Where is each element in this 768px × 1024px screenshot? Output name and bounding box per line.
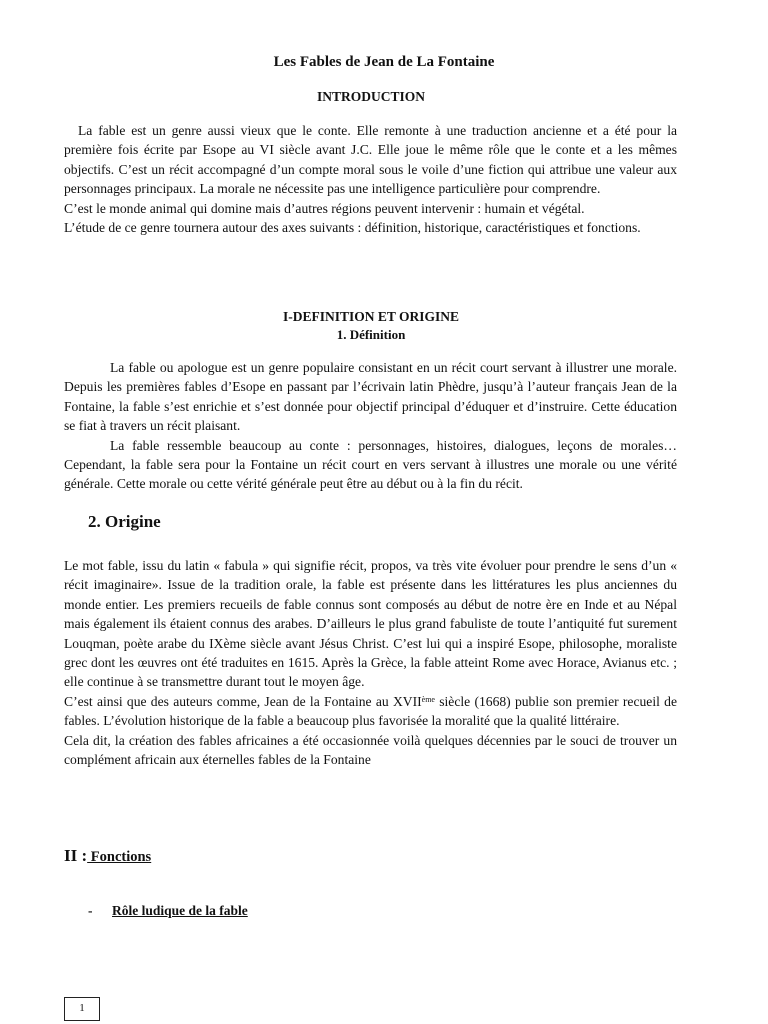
origine-heading: 2. Origine xyxy=(88,512,161,531)
origine-paragraph-1: Le mot fable, issu du latin « fabula » qui signifie récit, propos, va très vite évoluer pour prendre le sens d’un « récit imaginaire». Issue de la tradition orale, la fable est présente dans les littératures les plus anciennes du monde entier. Les premiers recueils de fable connus sont composés au début de notre ère en Inde et au Népal mais également ils étaient connus des arabes. D’ailleurs le plus grand fabuliste de toute l’antiquité fut surement Louqman, poète arabe du IXème siècle avant Jésus Christ. C’est lui qui a inspiré Esope, philosophe, moraliste grec dont les œuvres ont été traduites en 1615. Après la Grèce, la fable atteint Rome avec Horace, Avianus etc. ; elle continue à se transmettre durant tout le moyen âge. xyxy=(64,558,677,690)
fonctions-prefix: II : xyxy=(64,846,88,865)
fonctions-heading xyxy=(64,846,151,866)
definition-text xyxy=(64,358,677,494)
intro-paragraph-3: L’étude de ce genre tournera autour des axes suivants : définition, historique, caractéristiques et fonctions. xyxy=(64,220,641,236)
intro-paragraph-2: C’est le monde animal qui domine mais d’autres régions peuvent intervenir : humain et végétal. xyxy=(64,200,585,216)
superscript-eme: ème xyxy=(421,694,435,704)
introduction-heading: INTRODUCTION xyxy=(316,89,425,104)
origine-paragraph-2-end: siècle (1668) publie son premier recueil de fables. L’évolution historique de la fable a beaucoup plus favorisée la moralité que la qualité littéraire. xyxy=(64,693,677,729)
definition-subheading: 1. Définition xyxy=(336,327,406,342)
section-1-heading: I-DEFINITION ET ORIGINE xyxy=(282,309,460,324)
role-ludique-item xyxy=(88,903,248,919)
origine-paragraph-3: Cela dit, la création des fables africaines a été occasionnée voilà quelques décennies par le souci de trouver un complément africain aux éternelles fables de la Fontaine xyxy=(64,732,677,768)
role-ludique-label: Rôle ludique de la fable xyxy=(112,903,248,918)
introduction-text xyxy=(64,121,677,237)
origine-paragraph-2-start: C’est ainsi que des auteurs comme, Jean de la Fontaine au XVII xyxy=(64,693,422,709)
list-dash: - xyxy=(88,903,93,918)
document-title: Les Fables de Jean de La Fontaine xyxy=(273,54,495,70)
definition-paragraph-1: La fable ou apologue est un genre populaire consistant en un récit court servant à illustrer une morale. Depuis les premières fables d’Esope en passant par l’écrivain latin Phèdre, jusqu’à l’auteur français Jean de la Fontaine, la fable s’est enrichie et s’est donnée pour objectif principal d’éduquer et d’instruire. Cette éducation se fiat à travers un récit plaisant. xyxy=(64,360,677,434)
page-number: 1 xyxy=(64,997,100,1021)
origine-paragraph-2 xyxy=(64,692,677,731)
fonctions-label: Fonctions xyxy=(87,849,152,865)
intro-paragraph-1: La fable est un genre aussi vieux que le conte. Elle remonte à une traduction ancienne et a été pour la première fois écrite par Esope au VI siècle avant J.C. Elle joue le même rôle que le conte et a les mêmes objectifs. C’est un récit accompagné d’un compte moral sous le voile d’une fiction qui attribue une valeur aux personnages principaux. La morale ne nécessite pas une intelligence particulière pour comprendre. xyxy=(64,123,677,197)
definition-paragraph-2: La fable ressemble beaucoup au conte : personnages, histoires, dialogues, leçons de morales… Cependant, la fable sera pour la Fontaine un récit court en vers servant à illustres une morale ou une vérité générale. Cette morale ou cette vérité générale peut être au début ou à la fin du récit. xyxy=(64,437,677,492)
origine-text xyxy=(64,556,677,769)
